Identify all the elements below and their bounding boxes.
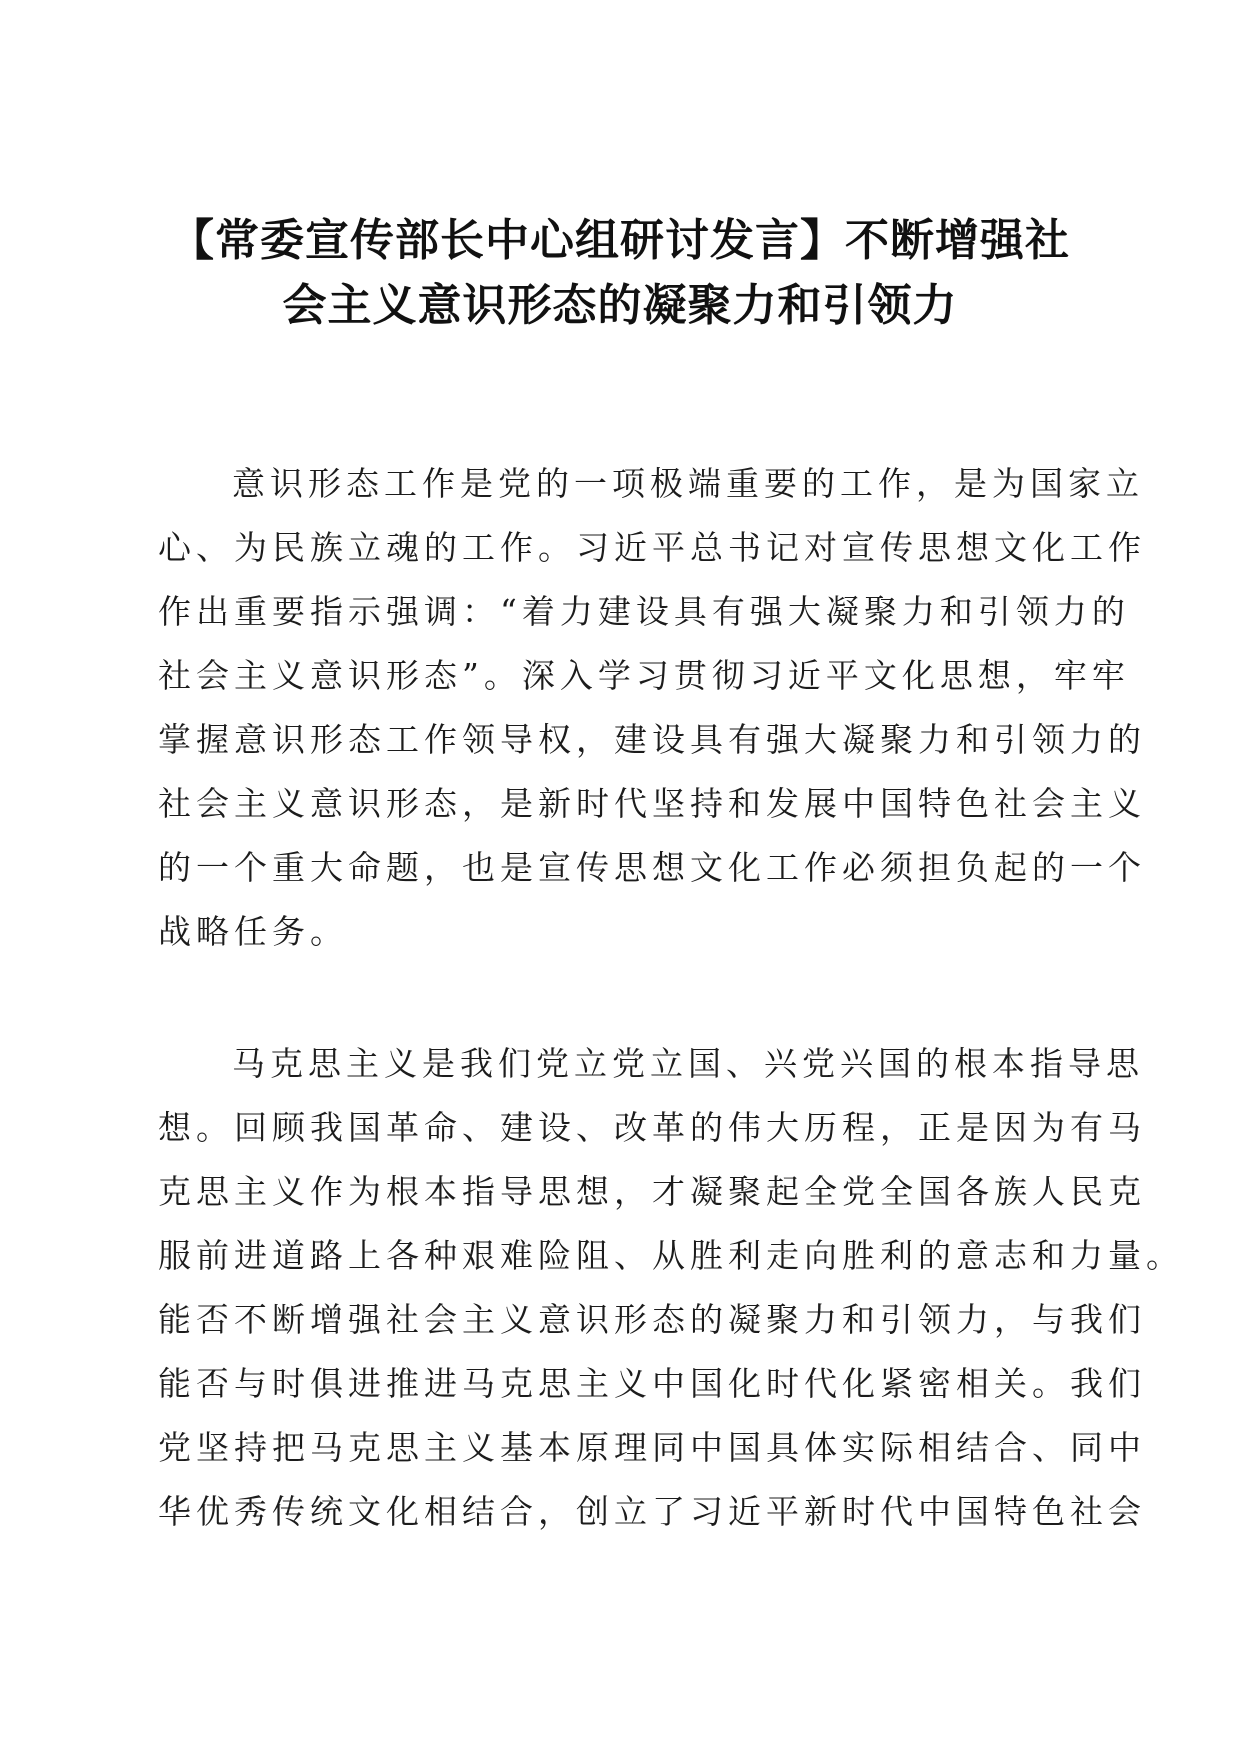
paragraph-line: 心、为民族立魂的工作。习近平总书记对宣传思想文化工作 <box>158 528 1146 567</box>
paragraph-line: 克思主义作为根本指导思想，才凝聚起全党全国各族人民克 <box>158 1172 1146 1211</box>
document-title <box>150 208 1090 338</box>
paragraph-line: 能否不断增强社会主义意识形态的凝聚力和引领力，与我们 <box>158 1300 1146 1339</box>
paragraph-line: 能否与时俱进推进马克思主义中国化时代化紧密相关。我们 <box>158 1364 1146 1403</box>
paragraph-line: 想。回顾我国革命、建设、改革的伟大历程，正是因为有马 <box>158 1108 1146 1147</box>
paragraph-line: 意识形态工作是党的一项极端重要的工作，是为国家立 <box>232 464 1144 503</box>
paragraph-line: 社会主义意识形态”。深入学习贯彻习近平文化思想，牢牢 <box>158 656 1130 695</box>
paragraph-line: 作出重要指示强调：“着力建设具有强大凝聚力和引领力的 <box>158 592 1130 631</box>
paragraph-2 <box>158 1032 1184 1544</box>
paragraph-1 <box>158 452 1146 964</box>
paragraph-line: 的一个重大命题，也是宣传思想文化工作必须担负起的一个 <box>158 848 1146 887</box>
title-line-2: 会主义意识形态的凝聚力和引领力 <box>282 280 958 331</box>
paragraph-line: 战略任务。 <box>158 912 348 951</box>
title-line-1: 【常委宣传部长中心组研讨发言】不断增强社 <box>170 215 1070 266</box>
paragraph-line: 服前进道路上各种艰难险阻、从胜利走向胜利的意志和力量。 <box>158 1236 1184 1275</box>
paragraph-line: 党坚持把马克思主义基本原理同中国具体实际相结合、同中 <box>158 1428 1146 1467</box>
paragraph-line: 马克思主义是我们党立党立国、兴党兴国的根本指导思 <box>232 1044 1144 1083</box>
paragraph-line: 社会主义意识形态，是新时代坚持和发展中国特色社会主义 <box>158 784 1146 823</box>
paragraph-line: 华优秀传统文化相结合，创立了习近平新时代中国特色社会 <box>158 1492 1146 1531</box>
paragraph-line: 掌握意识形态工作领导权，建设具有强大凝聚力和引领力的 <box>158 720 1146 759</box>
